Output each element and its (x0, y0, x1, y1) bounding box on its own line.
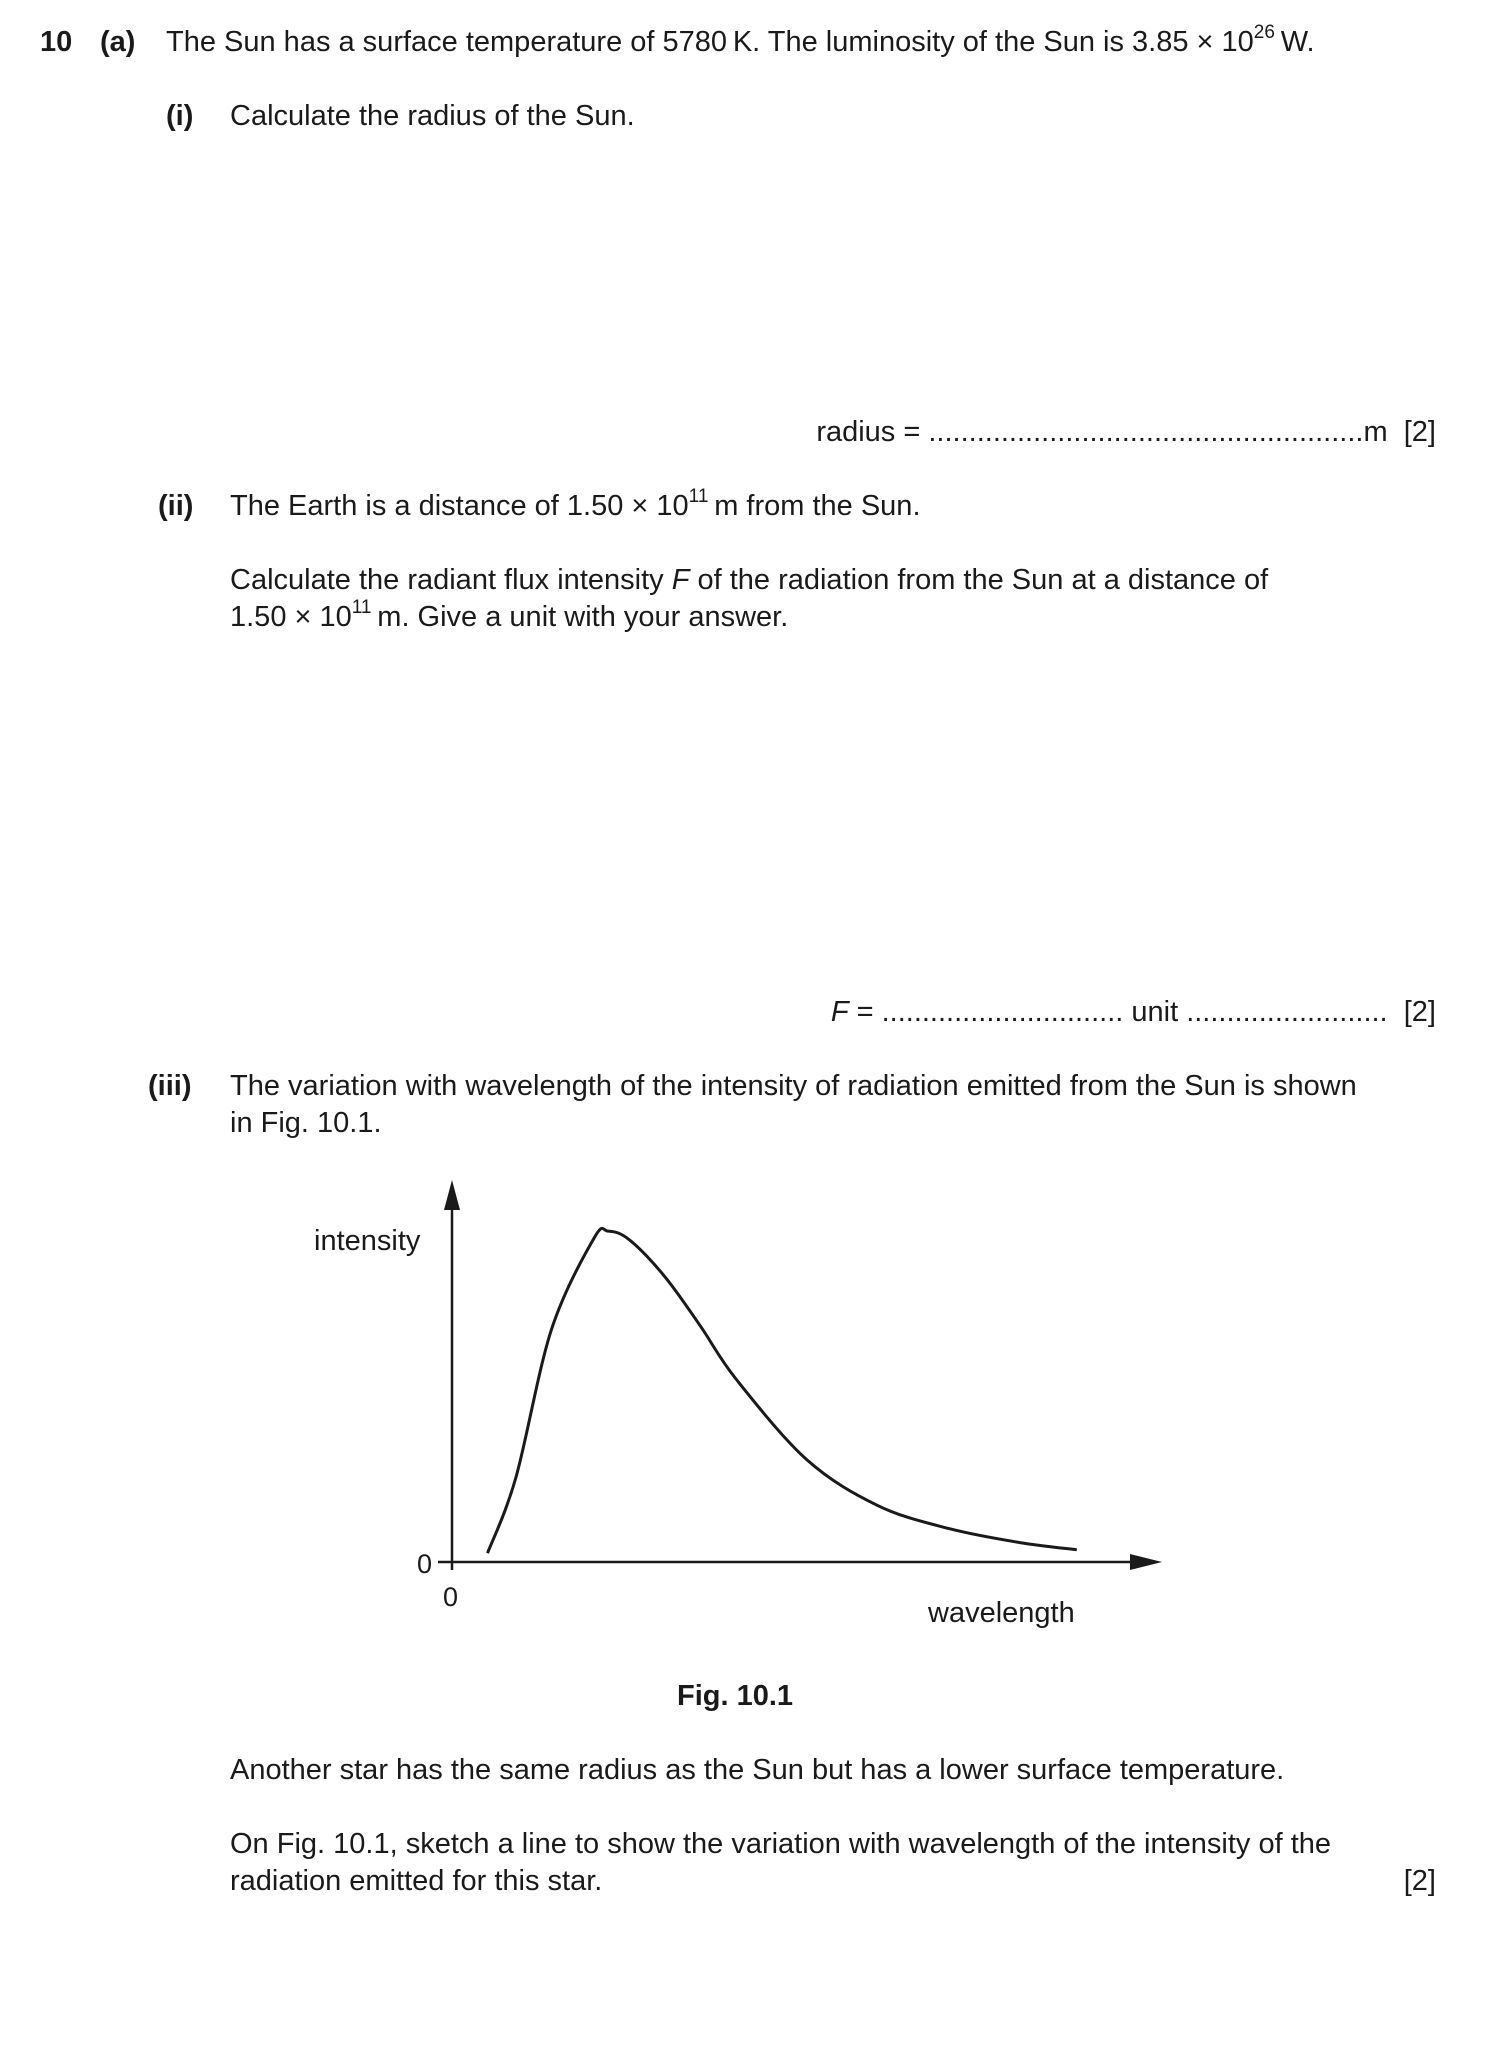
x-axis-arrow (1130, 1554, 1162, 1570)
x-axis-label: wavelength (928, 1597, 1075, 1629)
part-iii-para-1: Another star has the same radius as the Sun but has a lower surface temperature. (230, 1754, 1285, 1786)
y-axis-arrow (444, 1180, 460, 1210)
x-tick-zero: 0 (443, 1582, 459, 1612)
part-a-label: (a) (100, 26, 136, 58)
part-iii-intro-line-2: in Fig. 10.1. (230, 1107, 382, 1139)
part-ii-answer-line[interactable]: F = .............................. unit ......................... [2] (830, 996, 1436, 1028)
part-iii-para-2-line-2: radiation emitted for this star. (230, 1865, 603, 1897)
y-axis-label: intensity (314, 1225, 421, 1257)
part-iii-intro-line-1: The variation with wavelength of the intensity of radiation emitted from the Sun is shown (230, 1070, 1357, 1102)
part-i-label: (i) (166, 100, 194, 132)
sun-intensity-curve (488, 1228, 1077, 1553)
part-i-question: Calculate the radius of the Sun. (230, 100, 635, 132)
question-number: 10 (40, 26, 73, 58)
part-i-answer-line[interactable]: radius = ......................................................m [2] (816, 416, 1436, 448)
y-tick-zero: 0 (417, 1549, 433, 1579)
part-a-statement: The Sun has a surface temperature of 5780 K. The luminosity of the Sun is $3.85 \times 10^{26}$ W. (166, 22, 1315, 58)
figure-caption: Fig. 10.1 (677, 1680, 794, 1712)
part-ii-label: (ii) (158, 490, 194, 522)
part-ii-statement: The Earth is a distance of $1.50 \times 10^{11}$ m from the Sun. (230, 486, 921, 522)
part-iii-label: (iii) (148, 1070, 192, 1102)
part-ii-question: Calculate the radiant flux intensity F of the radiation from the Sun at a distance of $1.50 \times 10^{11}$ m. Give a unit with your answer. (230, 564, 1269, 633)
part-iii-marks: [2] (1403, 1865, 1436, 1897)
part-iii-para-2-line-1: On Fig. 10.1, sketch a line to show the variation with wavelength of the intensity of the (230, 1828, 1332, 1860)
